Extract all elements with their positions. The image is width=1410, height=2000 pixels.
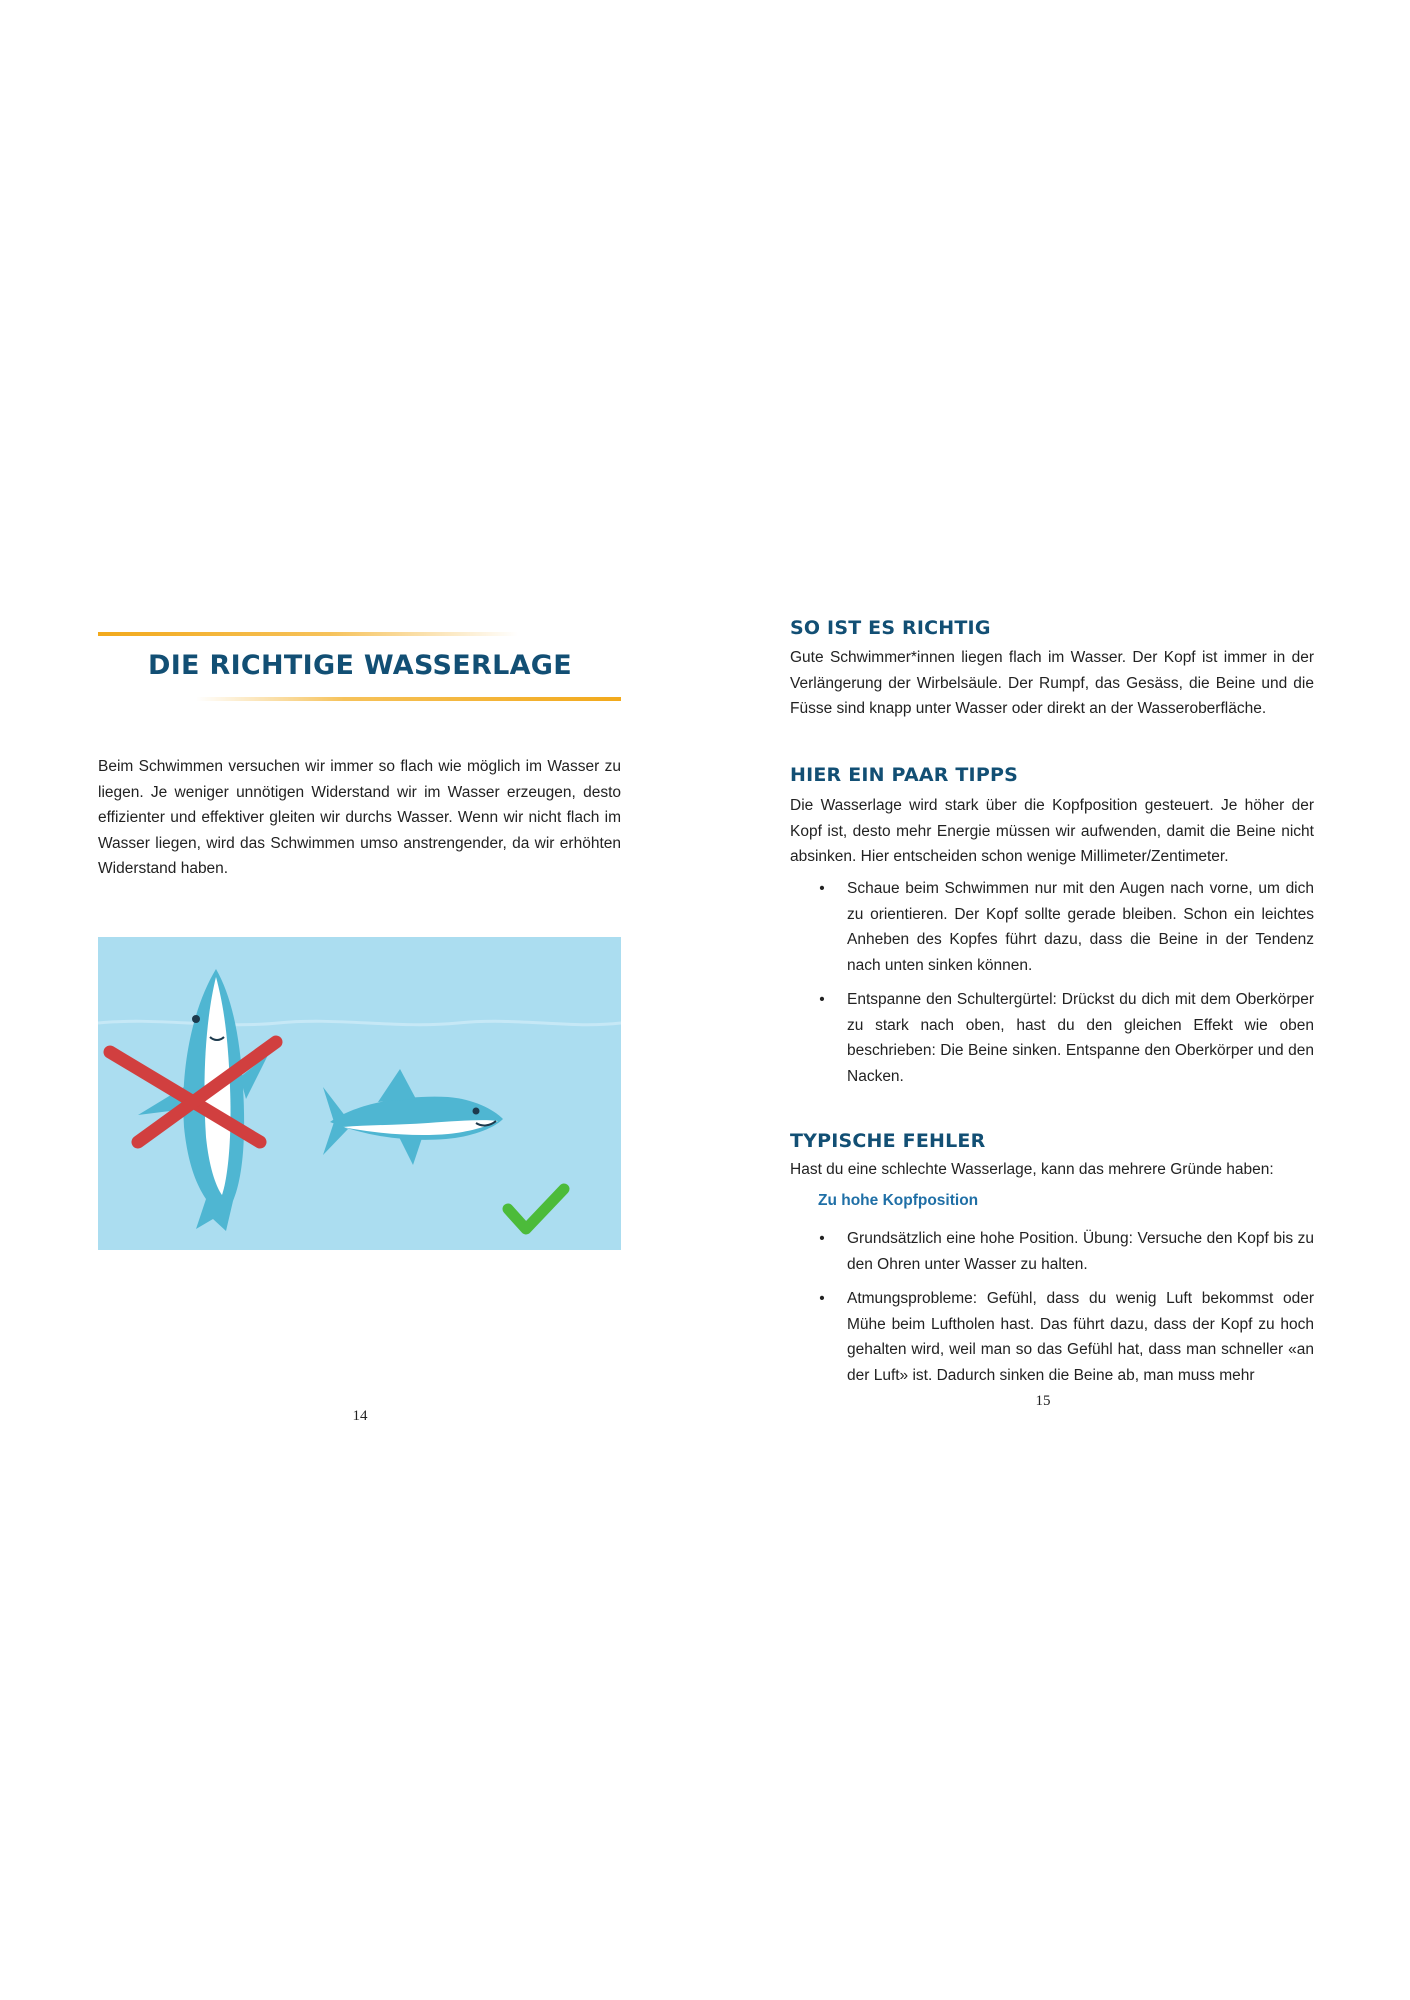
right-page [705, 0, 1410, 2000]
list-item [790, 876, 1314, 978]
bullet-icon: • [819, 880, 825, 897]
section-title-so-ist-es-richtig: SO IST ES RICHTIG [790, 617, 991, 639]
section-text-tipps: Die Wasserlage wird stark über die Kopfposition gesteuert. Je höher der Kopf ist, desto mehr Energie müssen wir aufwenden, damit die Beine nicht absinken. Hier entscheiden schon wenige Millimeter/Zentimeter. [790, 797, 1314, 865]
list-item [790, 987, 1314, 1089]
page-number-right: 15 [1035, 1393, 1051, 1409]
section-title-tipps: HIER EIN PAAR TIPPS [790, 764, 1018, 786]
list-item-text: Schaue beim Schwimmen nur mit den Augen nach vorne, um dich zu orientieren. Der Kopf sollte gerade bleiben. Schon ein leichtes Anheben des Kopfes führt dazu, dass die Beine in der Tendenz nach unten sinken können. [847, 880, 1314, 974]
bullet-icon: • [819, 1290, 825, 1307]
fehler-bullet-list [790, 1226, 1314, 1397]
page-title: DIE RICHTIGE WASSERLAGE [147, 650, 572, 681]
tipps-bullet-list [790, 876, 1314, 1098]
bullet-icon: • [819, 991, 825, 1008]
list-item-text: Entspanne den Schultergürtel: Drückst du dich mit dem Oberkörper zu stark nach oben, hast du den gleichen Effekt wie oben beschrieben: Die Beine sinken. Entspanne den Oberkörper und den Nacken. [847, 991, 1314, 1085]
title-rule-top [98, 632, 518, 636]
list-item-text: Grundsätzlich eine hohe Position. Übung: Versuche den Kopf bis zu den Ohren unter Wasser zu halten. [847, 1230, 1314, 1273]
intro-paragraph: Beim Schwimmen versuchen wir immer so flach wie möglich im Wasser zu liegen. Je weniger unnötigen Widerstand wir im Wasser erzeugen, desto effizienter und effektiver gleiten wir durchs Wasser. Wenn wir nicht flach im Wasser liegen, wird das Schwimmen umso anstrengender, da wir erhöhten Widerstand haben. [98, 758, 621, 877]
section-title-typische-fehler: TYPISCHE FEHLER [790, 1130, 986, 1152]
section-text-typische-fehler: Hast du eine schlechte Wasserlage, kann das mehrere Gründe haben: [790, 1161, 1274, 1178]
page-number-left: 14 [352, 1408, 368, 1424]
subheading-kopfposition: Zu hohe Kopfposition [818, 1192, 979, 1209]
title-rule-bottom [196, 697, 621, 701]
shark-illustration [98, 937, 621, 1250]
bullet-icon: • [819, 1230, 825, 1247]
list-item-text: Atmungsprobleme: Gefühl, dass du wenig Luft bekommst oder Mühe beim Luftholen hast. Das führt dazu, dass der Kopf zu hoch gehalten wird, weil man so das Gefühl hat, dass man schneller «an der Luft» ist. Dadurch sinken die Beine ab, man muss mehr [847, 1290, 1314, 1384]
section-text-so-ist-es-richtig: Gute Schwimmer*innen liegen flach im Wasser. Der Kopf ist immer in der Verlängerung der Wirbelsäule. Der Rumpf, das Gesäss, die Beine und die Füsse sind knapp unter Wasser oder direkt an der Wasseroberfläche. [790, 649, 1314, 717]
list-item [790, 1286, 1314, 1388]
list-item [790, 1226, 1314, 1277]
